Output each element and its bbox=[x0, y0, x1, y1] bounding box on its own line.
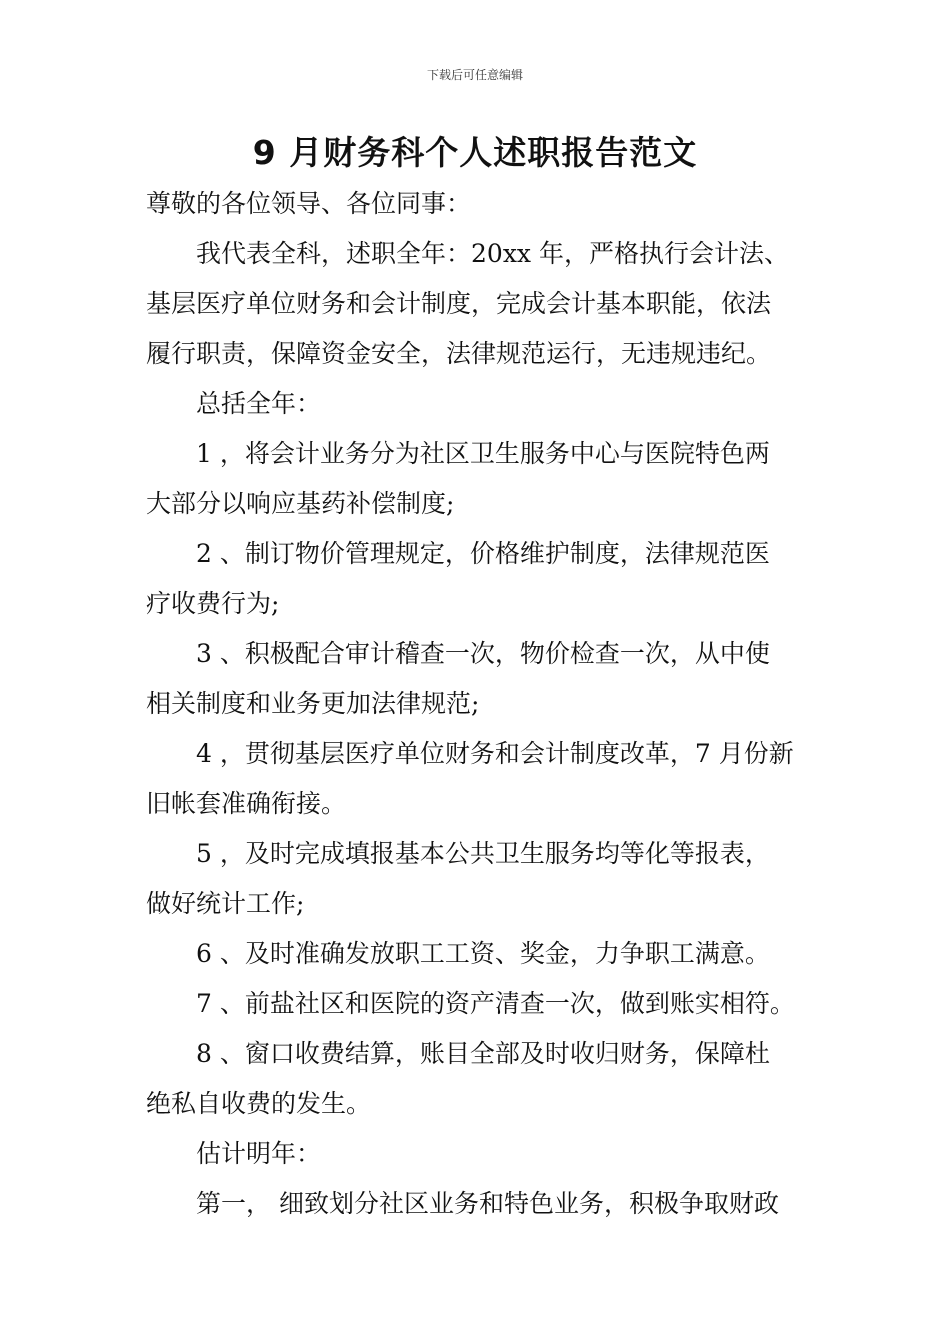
text-line: 估计明年： bbox=[196, 1139, 322, 1168]
header-note: 下载后可任意编辑 bbox=[426, 68, 523, 82]
text-line: 旧帐套准确衔接。 bbox=[146, 789, 347, 818]
text-line: 8 、窗口收费结算，账目全部及时收归财务，保障杜 bbox=[196, 1039, 770, 1068]
document-body bbox=[146, 179, 806, 1229]
text-line: 尊敬的各位领导、各位同事： bbox=[146, 189, 472, 218]
text-line: 2 、制订物价管理规定，价格维护制度，法律规范医 bbox=[196, 539, 770, 568]
text-line: 总括全年： bbox=[196, 389, 322, 418]
text-line: 履行职责，保障资金安全，法律规范运行，无违规违纪。 bbox=[146, 339, 772, 368]
text-line: 5 ，及时完成填报基本公共卫生服务均等化等报表， bbox=[196, 839, 770, 868]
text-line: 大部分以响应基药补偿制度; bbox=[146, 489, 455, 518]
text-line: 6 、及时准确发放职工工资、奖金，力争职工满意。 bbox=[196, 939, 770, 968]
text-line: 3 、积极配合审计稽查一次，物价检查一次，从中使 bbox=[196, 639, 770, 668]
text-line: 1 ，将会计业务分为社区卫生服务中心与医院特色两 bbox=[196, 439, 770, 468]
document-title: 9 月财务科个人述职报告范文 bbox=[252, 133, 698, 172]
text-line: 做好统计工作; bbox=[146, 889, 305, 918]
text-line: 7 、前盐社区和医院的资产清查一次，做到账实相符。 bbox=[196, 989, 795, 1018]
text-line: 基层医疗单位财务和会计制度，完成会计基本职能，依法 bbox=[146, 289, 772, 318]
text-line: 第一， 细致划分社区业务和特色业务，积极争取财政 bbox=[196, 1189, 779, 1218]
text-line: 绝私自收费的发生。 bbox=[146, 1089, 372, 1118]
text-line: 4 ，贯彻基层医疗单位财务和会计制度改革，7 月份新 bbox=[196, 739, 794, 768]
text-line: 疗收费行为; bbox=[146, 589, 280, 618]
text-line: 相关制度和业务更加法律规范; bbox=[146, 689, 480, 718]
text-line: 我代表全科，述职全年：20xx 年，严格执行会计法、 bbox=[196, 239, 789, 268]
